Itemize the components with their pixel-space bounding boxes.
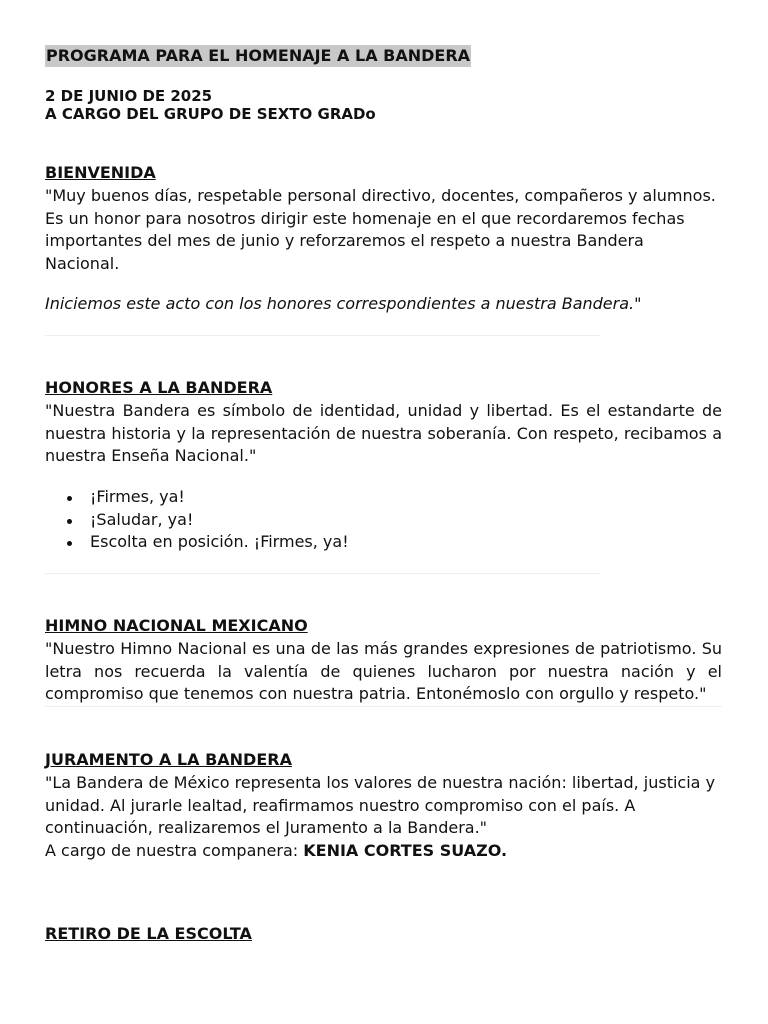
responsible-name: KENIA CORTES SUAZO. bbox=[303, 841, 508, 860]
bienvenida-closing-quote: " bbox=[634, 294, 642, 313]
bienvenida-closing bbox=[45, 293, 722, 316]
juramento-heading: JURAMENTO A LA BANDERA bbox=[45, 750, 292, 769]
himno-text: "Nuestro Himno Nacional es una de las más grandes expresiones de patriotismo. Su letra nos recuerda la valentía de quienes lucharon por nuestra nación y el compromiso que tenemos con nuestra patria. Entonémoslo con orgullo y respeto." bbox=[45, 639, 722, 703]
document-title: PROGRAMA PARA EL HOMENAJE A LA BANDERA bbox=[46, 46, 471, 65]
retiro-heading: RETIRO DE LA ESCOLTA bbox=[45, 924, 252, 943]
list-item: ¡Firmes, ya! bbox=[45, 486, 349, 509]
bienvenida-heading: BIENVENIDA bbox=[45, 163, 156, 182]
juramento-text: "La Bandera de México representa los valores de nuestra nación: libertad, justicia y unidad. Al jurarle lealtad, reafirmamos nuestro compromiso con el país. A continuación, realizaremos el Juramento a la Bandera." bbox=[45, 773, 716, 837]
honores-heading: HONORES A LA BANDERA bbox=[45, 378, 273, 397]
juramento-responsible bbox=[45, 840, 722, 863]
in-charge-line: A CARGO DEL GRUPO DE SEXTO GRADo bbox=[45, 105, 376, 123]
section-divider bbox=[45, 706, 722, 707]
bienvenida-italic-text: Iniciemos este acto con los honores correspondientes a nuestra Bandera. bbox=[45, 294, 635, 313]
list-item: Escolta en posición. ¡Firmes, ya! bbox=[45, 531, 349, 554]
honores-commands-list bbox=[45, 486, 349, 554]
himno-heading: HIMNO NACIONAL MEXICANO bbox=[45, 616, 308, 635]
section-divider bbox=[45, 573, 600, 574]
responsible-label: A cargo de nuestra companera: bbox=[45, 841, 304, 860]
list-item: ¡Saludar, ya! bbox=[45, 509, 349, 532]
bienvenida-text: "Muy buenos días, respetable personal directivo, docentes, compañeros y alumnos. Es un honor para nosotros dirigir este homenaje en el que recordaremos fechas importantes del mes de junio y reforzaremos el respeto a nuestra Bandera Nacional. bbox=[45, 186, 716, 273]
event-date: 2 DE JUNIO DE 2025 bbox=[45, 87, 213, 105]
honores-text: "Nuestra Bandera es símbolo de identidad, unidad y libertad. Es el estandarte de nuestra historia y la representación de nuestra soberanía. Con respeto, recibamos a nuestra Enseña Nacional." bbox=[45, 401, 722, 465]
section-divider bbox=[45, 335, 600, 336]
